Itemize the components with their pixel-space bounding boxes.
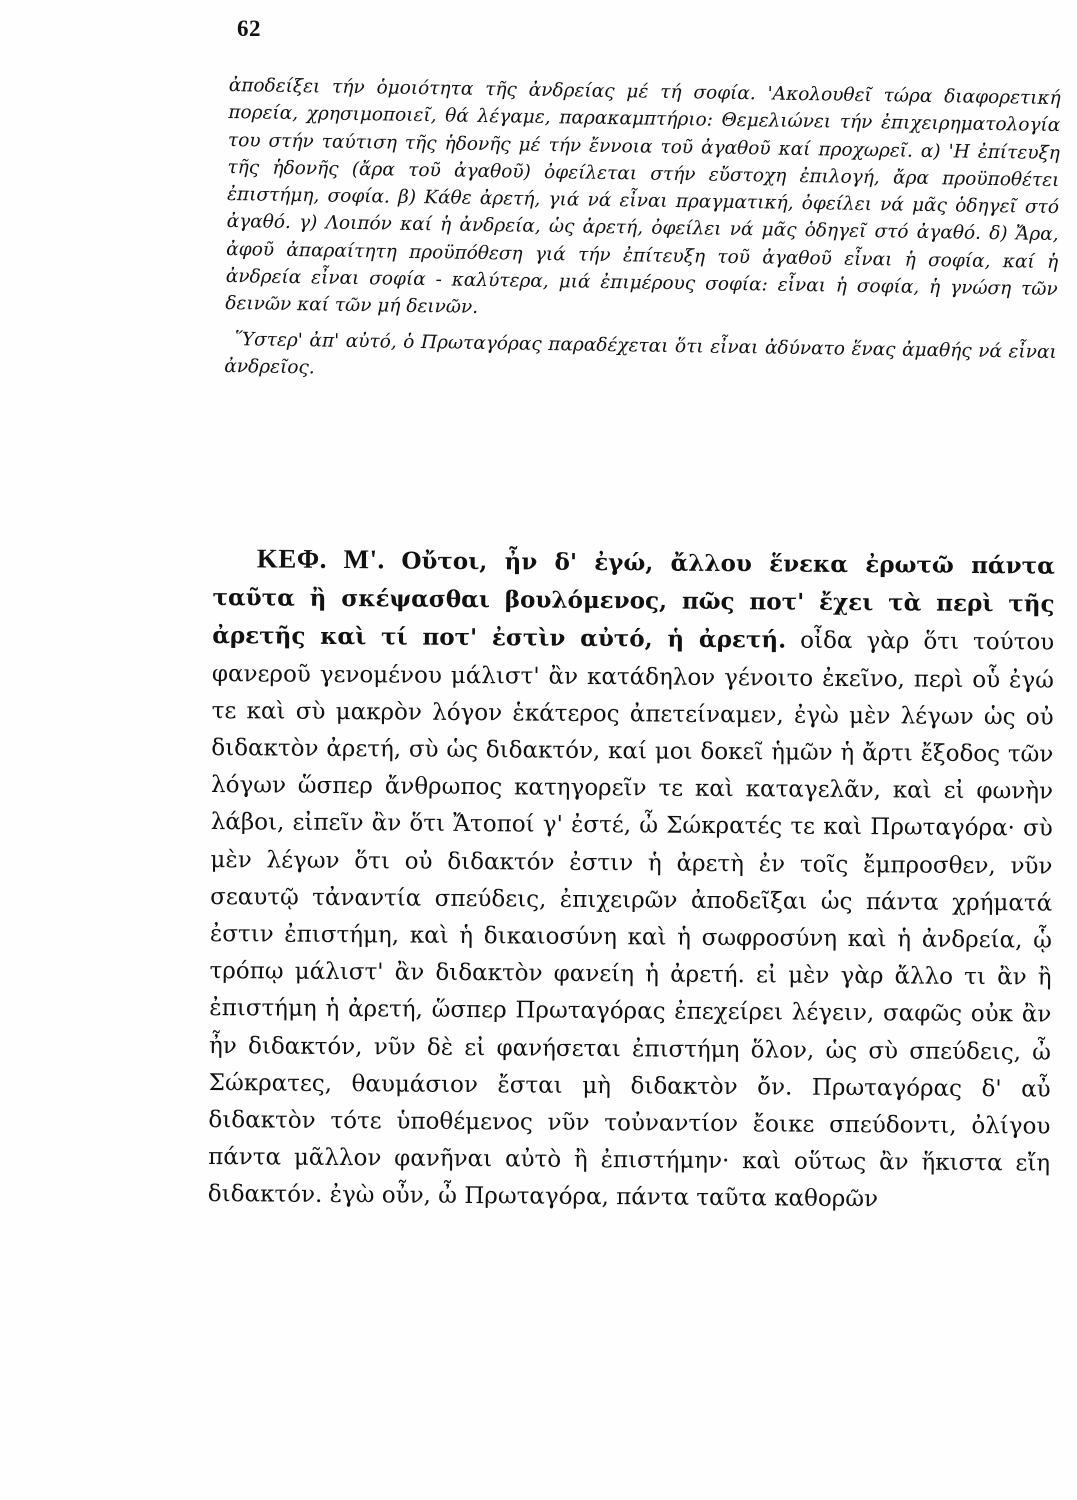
chapter-lead-sentence: Οὔτοι, ἦν δ' ἐγώ, ἄλλου ἕνεκα ἐρωτῶ πάντα ταῦτα ἢ σκέψασθαι βουλόμενος, πῶς ποτ' ἔχει τὰ περὶ τῆς ἀρετῆς καὶ τί ποτ' ἐστὶν αὐτό, ἡ ἀρετή. bbox=[212, 547, 1055, 654]
greek-text-block bbox=[208, 540, 1055, 1220]
page-number: 62 bbox=[237, 16, 261, 41]
commentary-paragraph-2: Ὕστερ' ἀπ' αὐτό, ὁ Πρωταγόρας παραδέχεται ὅτι εἶναι ἀδύνατο ἕνας ἀμαθής νά εἶναι ἀνδρεῖος. bbox=[224, 328, 1057, 379]
chapter-label: ΚΕΦ. Μ'. bbox=[256, 543, 385, 575]
commentary-paragraph-1: ἀποδείξει τήν ὁμοιότητα τῆς ἀνδρείας μέ τή σοφία. 'Ακολουθεῖ τώρα διαφορετική πορεία, χρησιμοποιεῖ, θά λέγαμε, παρακαμπτήριο: Θεμελιώνει τήν ἐπιχειρηματολογία του στήν ταύτιση τῆς ἡδονῆς μέ τήν ἔννοια τοῦ ἀγαθοῦ καί προχωρεῖ. α) 'Η ἐπίτευξη τῆς ἡδονῆς (ἄρα τοῦ ἀγαθοῦ) ὀφείλεται στήν εὔστοχη ἐπιλογή, ἄρα προϋποθέτει ἐπιστήμη, σοφία. β) Κάθε ἀρετή, γιά νά εἶναι πραγματική, ὀφείλει νά μᾶς ὁδηγεῖ στό ἀγαθό. γ) Λοιπόν καί ἡ ἀνδρεία, ὡς ἀρετή, ὀφείλει νά μᾶς ὁδηγεῖ στό ἀγαθό. δ) Ἄρα, ἀφοῦ ἀπαραίτητη προϋπόθεση γιά τήν ἐπίτευξη τοῦ ἀγαθοῦ εἶναι ἡ σοφία, καί ἡ ἀνδρεία εἶναι σοφία - καλύτερα, μιά ἐπιμέρους σοφία: εἶναι ἡ σοφία, ἡ γνώση τῶν δεινῶν καί τῶν μή δεινῶν. bbox=[225, 74, 1061, 319]
chapter-body-text: οἶδα γὰρ ὅτι τούτου φανεροῦ γενομένου μάλιστ' ἂν κατάδηλον γένοιτο ἐκεῖνο, περὶ οὗ ἐγώ τε καὶ σὺ μακρὸν λόγον ἑκάτερος ἀπετείναμεν, ἐγὼ μὲν λέγων ὡς οὐ διδακτὸν ἀρετή, σὺ ὡς διδακτόν, καί μοι δοκεῖ ἡμῶν ἡ ἄρτι ἔξοδος τῶν λόγων ὥσπερ ἄνθρωπος κατηγορεῖν τε καὶ καταγελᾶν, καὶ εἰ φωνὴν λάβοι, εἰπεῖν ἂν ὅτι Ἄτοποί γ' ἐστέ, ὦ Σώκρατές τε καὶ Πρωταγόρα· σὺ μὲν λέγων ὅτι οὐ διδακτόν ἐστιν ἡ ἀρετὴ ἐν τοῖς ἔμπροσθεν, νῦν σεαυτῷ τἀναντία σπεύδεις, ἐπιχειρῶν ἀποδεῖξαι ὡς πάντα χρήματά ἐστιν ἐπιστήμη, καὶ ἡ δικαιοσύνη καὶ ἡ σωφροσύνη καὶ ἡ ἀνδρεία, ᾧ τρόπῳ μάλιστ' ἂν διδακτὸν φανείη ἡ ἀρετή. εἰ μὲν γὰρ ἄλλο τι ἂν ἢ ἐπιστήμη ἡ ἀρετή, ὥσπερ Πρωταγόρας ἐπεχείρει λέγειν, σαφῶς οὐκ ἂν ἦν διδακτόν, νῦν δὲ εἰ φανήσεται ἐπιστήμη ὅλον, ὡς σὺ σπεύδεις, ὦ Σώκρατες, θαυμάσιον ἔσται μὴ διδακτὸν ὄν. Πρωταγόρας δ' αὖ διδακτὸν τότε ὑποθέμενος νῦν τοὐναντίον ἔοικε σπεύδοντι, ὀλίγου πάντα μᾶλλον φανῆναι αὐτὸ ἢ ἐπιστήμην· καὶ οὕτως ἂν ἥκιστα εἴη διδακτόν. ἐγὼ οὖν, ὦ Πρωταγόρα, πάντα ταῦτα καθορῶν bbox=[207, 628, 1055, 1213]
commentary-block bbox=[224, 72, 1061, 393]
